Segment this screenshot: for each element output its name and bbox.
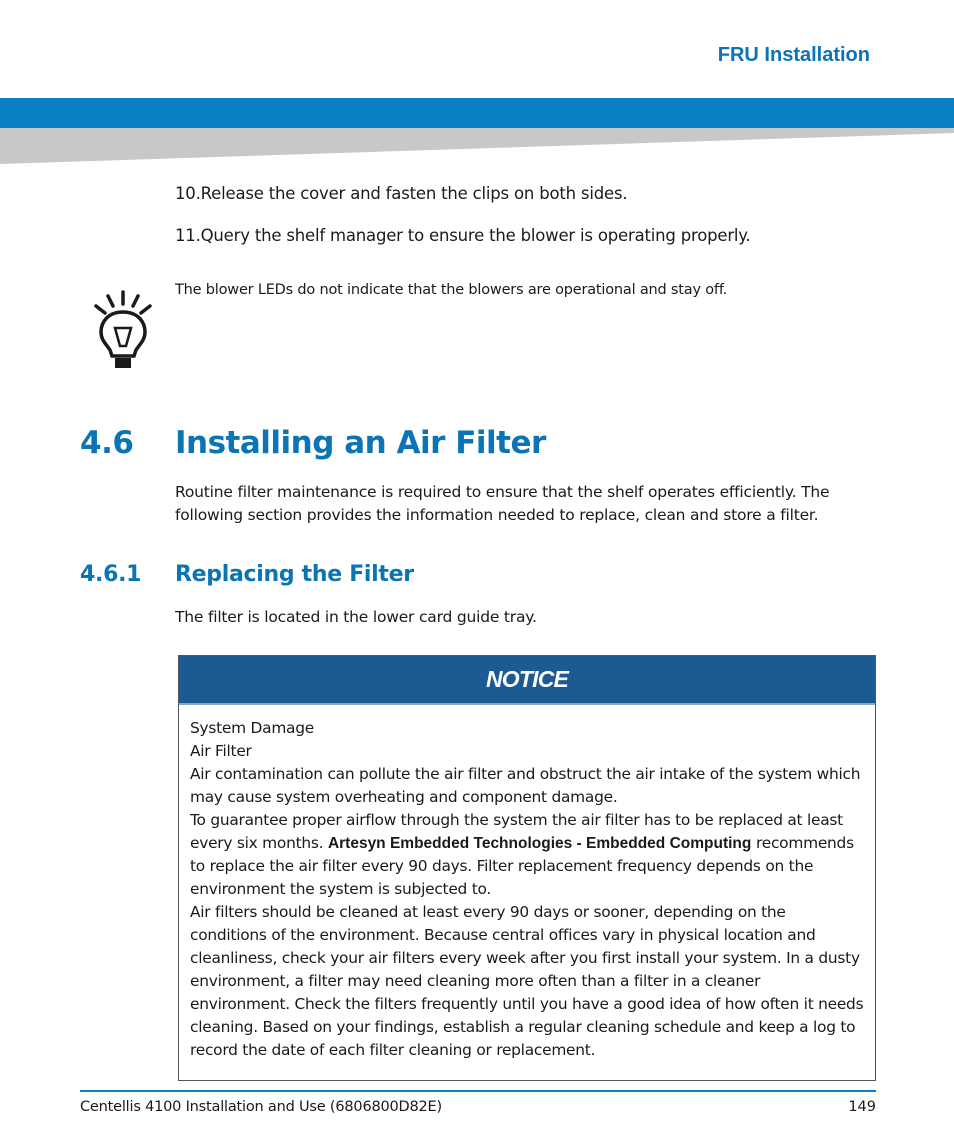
tip-text: The blower LEDs do not indicate that the blowers are operational and stay off. xyxy=(175,282,728,298)
section-title: Installing an Air Filter xyxy=(175,425,546,461)
notice-title: NOTICE xyxy=(485,666,569,692)
section-number: 4.6 xyxy=(80,425,134,461)
notice-paragraph-2-end: recommends to replace the air filter every 90 days. Filter replacement frequency depends on the environment the system is subjected to. xyxy=(190,834,854,898)
notice-paragraph-2-start: To guarantee proper airflow through the system the air filter has to be replaced at least every six months. xyxy=(190,811,843,852)
notice-paragraph-3: Air filters should be cleaned at least every 90 days or sooner, depending on the conditions of the environment. Because central offices vary in physical location and cleanliness, check your air filters every week after you first install your system. In a dusty environment, a filter may need cleaning more often than a filter in a cleaner environment. Check the filters frequently until you have a good idea of how often it needs cleaning. Based on your findings, establish a regular cleaning schedule and keep a log to record the date of each filter cleaning or replacement. xyxy=(190,903,864,1059)
subsection-number: 4.6.1 xyxy=(80,562,142,587)
footer-rule xyxy=(80,1090,876,1092)
notice-body xyxy=(179,705,875,1062)
notice-paragraph-1: Air contamination can pollute the air filter and obstruct the air intake of the system which may cause system overheating and component damage. xyxy=(190,765,861,806)
step-11: 11.Query the shelf manager to ensure the blower is operating properly. xyxy=(175,226,751,245)
notice-box xyxy=(178,655,876,1081)
step-10: 10.Release the cover and fasten the clips on both sides. xyxy=(175,184,628,203)
notice-brand-name: Artesyn Embedded Technologies - Embedded Computing xyxy=(327,835,752,852)
notice-paragraph-2 xyxy=(190,809,864,901)
section-intro: Routine filter maintenance is required to ensure that the shelf operates efficiently. The following section provides the information needed to replace, clean and store a filter. xyxy=(175,483,830,524)
header-blue-band xyxy=(0,98,954,128)
footer-doc-title: Centellis 4100 Installation and Use (6806800D82E) xyxy=(80,1099,442,1115)
header-grey-swoosh xyxy=(0,128,954,168)
subsection-title: Replacing the Filter xyxy=(175,562,414,587)
notice-line-system-damage: System Damage xyxy=(190,719,314,737)
header-section-label-box xyxy=(710,38,878,72)
footer-page-number: 149 xyxy=(848,1099,876,1115)
notice-line-air-filter: Air Filter xyxy=(190,742,252,760)
subsection-intro: The filter is located in the lower card guide tray. xyxy=(175,608,537,626)
header-section-label: FRU Installation xyxy=(717,43,870,66)
notice-header xyxy=(179,656,875,705)
lightbulb-icon xyxy=(88,288,158,372)
